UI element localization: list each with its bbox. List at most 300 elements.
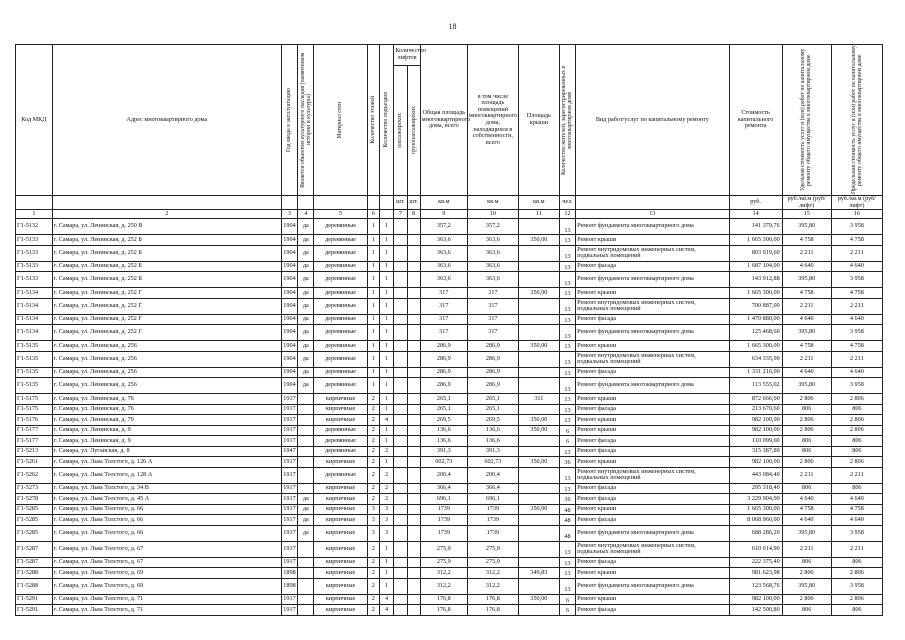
cell-empty xyxy=(394,341,407,352)
header-lifts: Количество лифтов xyxy=(394,45,421,66)
cell-res: 13 xyxy=(559,351,575,367)
cell-work: Ремонт фасада xyxy=(576,314,729,325)
cell-work: Ремонт фасада xyxy=(576,494,729,505)
cell-addr: г. Самара, ул. Льва Толстого, д. 45 А xyxy=(52,494,281,505)
cell-res: 48 xyxy=(559,504,575,515)
col-number: 7 xyxy=(394,210,407,219)
cell-own: 602,73 xyxy=(467,457,518,468)
cell-walls: деревянные xyxy=(314,314,367,325)
col-number: 6 xyxy=(367,210,379,219)
header-area-own: в том числе площадь помещений многоквартирного дома, находящихся в собственности, всего xyxy=(467,45,518,196)
cell-unit: 806 xyxy=(782,446,831,457)
cell-ent: 1 xyxy=(379,261,393,272)
header-kod: Код МКД xyxy=(16,45,53,196)
cell-empty xyxy=(407,504,420,515)
cell-area: 696,1 xyxy=(420,494,467,505)
cell-year: 1904 xyxy=(281,314,297,325)
cell-addr: г. Самара, ул. Льва Толстого, д. 66 xyxy=(52,515,281,526)
cell-area: 269,5 xyxy=(420,415,467,426)
cell-res: 6 xyxy=(559,605,575,616)
cell-walls: деревянные xyxy=(314,288,367,299)
cell-year: 1904 xyxy=(281,341,297,352)
header-work: Вид работ/услуг по капитальному ремонту xyxy=(576,45,729,196)
table-row xyxy=(16,351,883,367)
cell-res: 13 xyxy=(559,288,575,299)
cell-max: 4 758 xyxy=(831,235,882,246)
cell-empty xyxy=(394,557,407,568)
cell-empty xyxy=(394,436,407,447)
cell-own: 1739 xyxy=(467,515,518,526)
cell-kod: Г1-5285 xyxy=(16,515,53,526)
cell-unit: 2 806 xyxy=(782,394,831,405)
cell-kod: Г1-5135 xyxy=(16,378,53,394)
header-unit-cost: Удельная стоимость услуг и (или) работ по капитальному ремонту общего имущества в многоквартирном доме xyxy=(782,45,831,196)
cell-own: 363,6 xyxy=(467,235,518,246)
col-number: 14 xyxy=(729,210,782,219)
cell-her: да xyxy=(298,235,314,246)
cell-fl: 2 xyxy=(367,483,379,494)
cell-res: 13 xyxy=(559,245,575,261)
cell-ent: 3 xyxy=(379,525,393,541)
cell-empty xyxy=(394,314,407,325)
cell-addr: г. Самара, ул. Ленинская, д. 252 Г xyxy=(52,298,281,314)
cell-empty xyxy=(394,378,407,394)
cell-year: 1917 xyxy=(281,483,297,494)
cell-addr: г. Самара, ул. Льва Толстого, д. 71 xyxy=(52,605,281,616)
cell-her: да xyxy=(298,504,314,515)
cell-empty xyxy=(407,288,420,299)
cell-cost: 1 331 216,00 xyxy=(729,367,782,378)
cell-fl: 2 xyxy=(367,605,379,616)
cell-empty xyxy=(407,235,420,246)
cell-unit: 806 xyxy=(782,483,831,494)
cell-year: 1917 xyxy=(281,541,297,557)
cell-her xyxy=(298,436,314,447)
cell-her: да xyxy=(298,325,314,341)
cell-work: Ремонт фасада xyxy=(576,446,729,457)
cell-walls: кирпичные xyxy=(314,457,367,468)
cell-fl: 1 xyxy=(367,235,379,246)
cell-kod: Г1-5262 xyxy=(16,467,53,483)
cell-roof xyxy=(518,298,559,314)
cell-own: 136,6 xyxy=(467,425,518,436)
cell-area: 275,9 xyxy=(420,557,467,568)
cell-area: 363,6 xyxy=(420,261,467,272)
cell-max: 2 211 xyxy=(831,245,882,261)
cell-ent: 2 xyxy=(379,467,393,483)
cell-work: Ремонт внутридомовых инженерных систем, подвальных помещений xyxy=(576,467,729,483)
cell-kod: Г1-5133 xyxy=(16,235,53,246)
cell-roof xyxy=(518,351,559,367)
cell-res: 13 xyxy=(559,378,575,394)
cell-addr: г. Самара, ул. Ленинская, д. 9 xyxy=(52,436,281,447)
cell-roof: 350,00 xyxy=(518,425,559,436)
col-number: 11 xyxy=(518,210,559,219)
cell-res: 13 xyxy=(559,341,575,352)
cell-cost: 1 665 300,00 xyxy=(729,341,782,352)
cell-walls: деревянные xyxy=(314,298,367,314)
cell-her: да xyxy=(298,288,314,299)
cell-max: 3 958 xyxy=(831,378,882,394)
cell-empty xyxy=(407,467,420,483)
table-body xyxy=(16,219,883,616)
cell-work: Ремонт крыши xyxy=(576,594,729,605)
cell-work: Ремонт крыши xyxy=(576,457,729,468)
cell-kod: Г1-5133 xyxy=(16,245,53,261)
cell-fl: 2 xyxy=(367,436,379,447)
cell-year: 1904 xyxy=(281,288,297,299)
cell-walls: кирпичные xyxy=(314,594,367,605)
cell-empty xyxy=(407,568,420,579)
cell-area: 176,8 xyxy=(420,594,467,605)
cell-own: 1739 xyxy=(467,525,518,541)
cell-empty xyxy=(394,325,407,341)
cell-walls: деревянные xyxy=(314,446,367,457)
cell-kod: Г1-5134 xyxy=(16,298,53,314)
cell-area: 136,6 xyxy=(420,425,467,436)
cell-kod: Г1-5177 xyxy=(16,425,53,436)
cell-unit: 4 640 xyxy=(782,367,831,378)
header-max-cost: Предельная стоимость услуг и (или) работ по капитальному ремонту общего имущества в многоквартирном доме xyxy=(831,45,882,196)
cell-roof: 350,00 xyxy=(518,341,559,352)
cell-ent: 1 xyxy=(379,288,393,299)
header-heritage: Является объектом культурного наследия (памятником истории и культуры) xyxy=(298,45,314,196)
cell-work: Ремонт фундамента многоквартирного дома xyxy=(576,578,729,594)
cell-her xyxy=(298,446,314,457)
header-year: Год ввода в эксплуатацию xyxy=(281,45,297,196)
cell-unit: 806 xyxy=(782,436,831,447)
table-row xyxy=(16,404,883,415)
cell-ent: 2 xyxy=(379,483,393,494)
cell-area: 275,9 xyxy=(420,541,467,557)
cell-area: 286,9 xyxy=(420,378,467,394)
cell-cost: 982 100,00 xyxy=(729,457,782,468)
cell-work: Ремонт фасада xyxy=(576,404,729,415)
cell-cost: 8 068 960,00 xyxy=(729,515,782,526)
cell-res: 13 xyxy=(559,404,575,415)
cell-work: Ремонт внутридомовых инженерных систем, подвальных помещений xyxy=(576,245,729,261)
cell-unit: 2 211 xyxy=(782,467,831,483)
cell-kod: Г1-5132 xyxy=(16,219,53,235)
header-entrances: Количество подъездов xyxy=(379,45,393,196)
cell-max: 4 758 xyxy=(831,288,882,299)
cell-roof xyxy=(518,557,559,568)
column-numbers-row xyxy=(16,210,883,219)
unit-cost: руб. xyxy=(729,196,782,210)
cell-cost: 982 100,00 xyxy=(729,425,782,436)
cell-own: 275,9 xyxy=(467,541,518,557)
cell-unit: 2 806 xyxy=(782,415,831,426)
cell-kod: Г1-5288 xyxy=(16,578,53,594)
cell-own: 176,8 xyxy=(467,605,518,616)
cell-fl: 1 xyxy=(367,288,379,299)
cell-area: 363,6 xyxy=(420,245,467,261)
cell-work: Ремонт фасада xyxy=(576,261,729,272)
cell-addr: г. Самара, ул. Льва Толстого, д. 67 xyxy=(52,541,281,557)
cell-area: 312,2 xyxy=(420,568,467,579)
cell-ent: 1 xyxy=(379,378,393,394)
cell-area: 286,9 xyxy=(420,351,467,367)
cell-res: 6 xyxy=(559,594,575,605)
cell-her: да xyxy=(298,494,314,505)
cell-empty xyxy=(407,367,420,378)
cell-roof xyxy=(518,483,559,494)
cell-roof xyxy=(518,245,559,261)
table-row xyxy=(16,261,883,272)
cell-fl: 2 xyxy=(367,446,379,457)
cell-walls: кирпичные xyxy=(314,525,367,541)
cell-kod: Г1-5285 xyxy=(16,525,53,541)
cell-max: 2 211 xyxy=(831,351,882,367)
cell-fl: 2 xyxy=(367,415,379,426)
cell-max: 4 758 xyxy=(831,504,882,515)
table-row xyxy=(16,457,883,468)
cell-work: Ремонт крыши xyxy=(576,394,729,405)
cell-area: 363,6 xyxy=(420,235,467,246)
cell-her xyxy=(298,557,314,568)
cell-year: 1904 xyxy=(281,351,297,367)
cell-kod: Г1-5135 xyxy=(16,351,53,367)
table-row xyxy=(16,568,883,579)
cell-unit: 4 758 xyxy=(782,504,831,515)
cell-addr: г. Самара, ул. Ленинская, д. 252 Б xyxy=(52,245,281,261)
cell-year: 1917 xyxy=(281,525,297,541)
cell-area: 265,1 xyxy=(420,404,467,415)
cell-kod: Г1-5135 xyxy=(16,341,53,352)
cell-cost: 123 568,76 xyxy=(729,578,782,594)
cell-unit: 4 758 xyxy=(782,341,831,352)
cell-ent: 1 xyxy=(379,568,393,579)
cell-addr: г. Самара, ул. Льва Толстого, д. 128 А xyxy=(52,467,281,483)
header-lifts-cargo: грузопассажирских xyxy=(407,66,420,196)
cell-her: да xyxy=(298,245,314,261)
cell-fl: 1 xyxy=(367,245,379,261)
cell-max: 2 806 xyxy=(831,594,882,605)
cell-unit: 4 758 xyxy=(782,235,831,246)
cell-empty xyxy=(394,457,407,468)
cell-addr: г. Самара, ул. Ленинская, д. 76 xyxy=(52,394,281,405)
cell-addr: г. Самара, ул. Льва Толстого, д. 69 xyxy=(52,578,281,594)
cell-area: 317 xyxy=(420,314,467,325)
cell-unit: 395,80 xyxy=(782,325,831,341)
cell-fl: 1 xyxy=(367,219,379,235)
cell-empty xyxy=(394,245,407,261)
header-address: Адрес многоквартирного дома xyxy=(52,45,281,196)
cell-own: 269,5 xyxy=(467,415,518,426)
cell-unit: 395,80 xyxy=(782,578,831,594)
cell-empty xyxy=(407,314,420,325)
cell-kod: Г1-5133 xyxy=(16,272,53,288)
cell-empty xyxy=(407,298,420,314)
cell-work: Ремонт крыши xyxy=(576,341,729,352)
cell-max: 2 806 xyxy=(831,425,882,436)
cell-ent: 4 xyxy=(379,415,393,426)
cell-res: 13 xyxy=(559,467,575,483)
cell-own: 1739 xyxy=(467,504,518,515)
cell-roof xyxy=(518,605,559,616)
cell-kod: Г1-5134 xyxy=(16,288,53,299)
cell-own: 391,3 xyxy=(467,446,518,457)
cell-roof xyxy=(518,261,559,272)
cell-area: 136,6 xyxy=(420,436,467,447)
cell-kod: Г1-5175 xyxy=(16,394,53,405)
cell-area: 317 xyxy=(420,298,467,314)
table-row xyxy=(16,446,883,457)
cell-max: 806 xyxy=(831,404,882,415)
col-number: 5 xyxy=(314,210,367,219)
cell-empty xyxy=(394,394,407,405)
cell-walls: деревянные xyxy=(314,245,367,261)
cell-max: 2 806 xyxy=(831,415,882,426)
cell-year: 1917 xyxy=(281,605,297,616)
cell-empty xyxy=(407,404,420,415)
cell-res: 13 xyxy=(559,483,575,494)
cell-her: да xyxy=(298,378,314,394)
cell-fl: 1 xyxy=(367,325,379,341)
cell-ent: 1 xyxy=(379,404,393,415)
cell-cost: 1 665 300,00 xyxy=(729,288,782,299)
cell-max: 806 xyxy=(831,605,882,616)
table-row xyxy=(16,235,883,246)
cell-work: Ремонт внутридомовых инженерных систем, подвальных помещений xyxy=(576,541,729,557)
cell-walls: кирпичные xyxy=(314,541,367,557)
table-row xyxy=(16,367,883,378)
cell-walls: деревянные xyxy=(314,261,367,272)
header-floors: Количество этажей xyxy=(367,45,379,196)
cell-ent: 2 xyxy=(379,494,393,505)
cell-roof: 350,00 xyxy=(518,504,559,515)
cell-walls: деревянные xyxy=(314,219,367,235)
cell-addr: г. Самара, ул. Луганская, д. 8 xyxy=(52,446,281,457)
cell-her: да xyxy=(298,351,314,367)
cell-res: 13 xyxy=(559,568,575,579)
cell-roof xyxy=(518,367,559,378)
cell-res: 48 xyxy=(559,515,575,526)
cell-max: 3 958 xyxy=(831,578,882,594)
cell-year: 1904 xyxy=(281,272,297,288)
cell-unit: 806 xyxy=(782,605,831,616)
cell-fl: 1 xyxy=(367,272,379,288)
cell-roof xyxy=(518,525,559,541)
cell-addr: г. Самара, ул. Льва Толстого, д. 66 xyxy=(52,525,281,541)
cell-max: 4 640 xyxy=(831,515,882,526)
col-number: 12 xyxy=(559,210,575,219)
unit-lifts-pass: шт. xyxy=(394,196,407,210)
cell-cost: 110 099,60 xyxy=(729,436,782,447)
cell-fl: 2 xyxy=(367,494,379,505)
cell-empty xyxy=(394,272,407,288)
cell-ent: 3 xyxy=(379,504,393,515)
cell-roof: 350,00 xyxy=(518,594,559,605)
cell-res: 36 xyxy=(559,457,575,468)
cell-empty xyxy=(394,425,407,436)
cell-roof xyxy=(518,578,559,594)
cell-empty xyxy=(394,578,407,594)
cell-own: 136,6 xyxy=(467,436,518,447)
cell-kod: Г1-5273 xyxy=(16,483,53,494)
cell-ent: 1 xyxy=(379,367,393,378)
cell-empty xyxy=(394,261,407,272)
cell-empty xyxy=(407,415,420,426)
cell-roof xyxy=(518,494,559,505)
cell-cost: 222 375,40 xyxy=(729,557,782,568)
cell-empty xyxy=(394,351,407,367)
cell-addr: г. Самара, ул. Льва Толстого, д. 71 xyxy=(52,594,281,605)
cell-year: 1917 xyxy=(281,557,297,568)
cell-res: 48 xyxy=(559,525,575,541)
cell-fl: 2 xyxy=(367,557,379,568)
cell-empty xyxy=(407,578,420,594)
col-number: 9 xyxy=(420,210,467,219)
cell-empty xyxy=(407,351,420,367)
cell-unit: 2 211 xyxy=(782,541,831,557)
unit-area-total: кв.м xyxy=(420,196,467,210)
cell-unit: 2 806 xyxy=(782,457,831,468)
cell-empty xyxy=(407,557,420,568)
table-row xyxy=(16,605,883,616)
cell-fl: 2 xyxy=(367,578,379,594)
cell-res: 36 xyxy=(559,494,575,505)
cell-roof xyxy=(518,404,559,415)
cell-empty xyxy=(394,446,407,457)
cell-ent: 1 xyxy=(379,457,393,468)
cell-year: 1917 xyxy=(281,436,297,447)
cell-max: 4 640 xyxy=(831,494,882,505)
cell-year: 1904 xyxy=(281,235,297,246)
cell-her xyxy=(298,568,314,579)
cell-roof xyxy=(518,436,559,447)
cell-kod: Г1-5175 xyxy=(16,404,53,415)
cell-year: 1947 xyxy=(281,446,297,457)
cell-empty xyxy=(394,494,407,505)
cell-cost: 125 468,60 xyxy=(729,325,782,341)
cell-empty xyxy=(407,272,420,288)
cell-ent: 1 xyxy=(379,219,393,235)
cell-unit: 395,80 xyxy=(782,378,831,394)
table-row xyxy=(16,594,883,605)
cell-cost: 142 500,80 xyxy=(729,605,782,616)
cell-addr: г. Самара, ул. Ленинская, д. 250 В xyxy=(52,219,281,235)
cell-max: 4 758 xyxy=(831,341,882,352)
cell-kod: Г1-5285 xyxy=(16,504,53,515)
cell-fl: 2 xyxy=(367,541,379,557)
cell-cost: 872 666,00 xyxy=(729,394,782,405)
cell-fl: 1 xyxy=(367,367,379,378)
cell-empty xyxy=(407,594,420,605)
table-row xyxy=(16,298,883,314)
cell-unit: 395,80 xyxy=(782,272,831,288)
cell-year: 1917 xyxy=(281,467,297,483)
cell-year: 1917 xyxy=(281,594,297,605)
cell-her: да xyxy=(298,525,314,541)
col-number: 1 xyxy=(16,210,53,219)
table-row xyxy=(16,425,883,436)
cell-kod: Г1-5291 xyxy=(16,605,53,616)
cell-roof xyxy=(518,446,559,457)
cell-roof xyxy=(518,314,559,325)
cell-res: 13 xyxy=(559,541,575,557)
cell-area: 317 xyxy=(420,288,467,299)
table-row xyxy=(16,504,883,515)
cell-work: Ремонт фасада xyxy=(576,557,729,568)
cell-her xyxy=(298,578,314,594)
cell-kod: Г1-5133 xyxy=(16,261,53,272)
cell-max: 806 xyxy=(831,483,882,494)
cell-year: 1898 xyxy=(281,568,297,579)
cell-max: 2 806 xyxy=(831,457,882,468)
header-residents: Количество жителей, зарегистрированных в многоквартирном доме xyxy=(559,45,575,196)
cell-own: 286,9 xyxy=(467,378,518,394)
